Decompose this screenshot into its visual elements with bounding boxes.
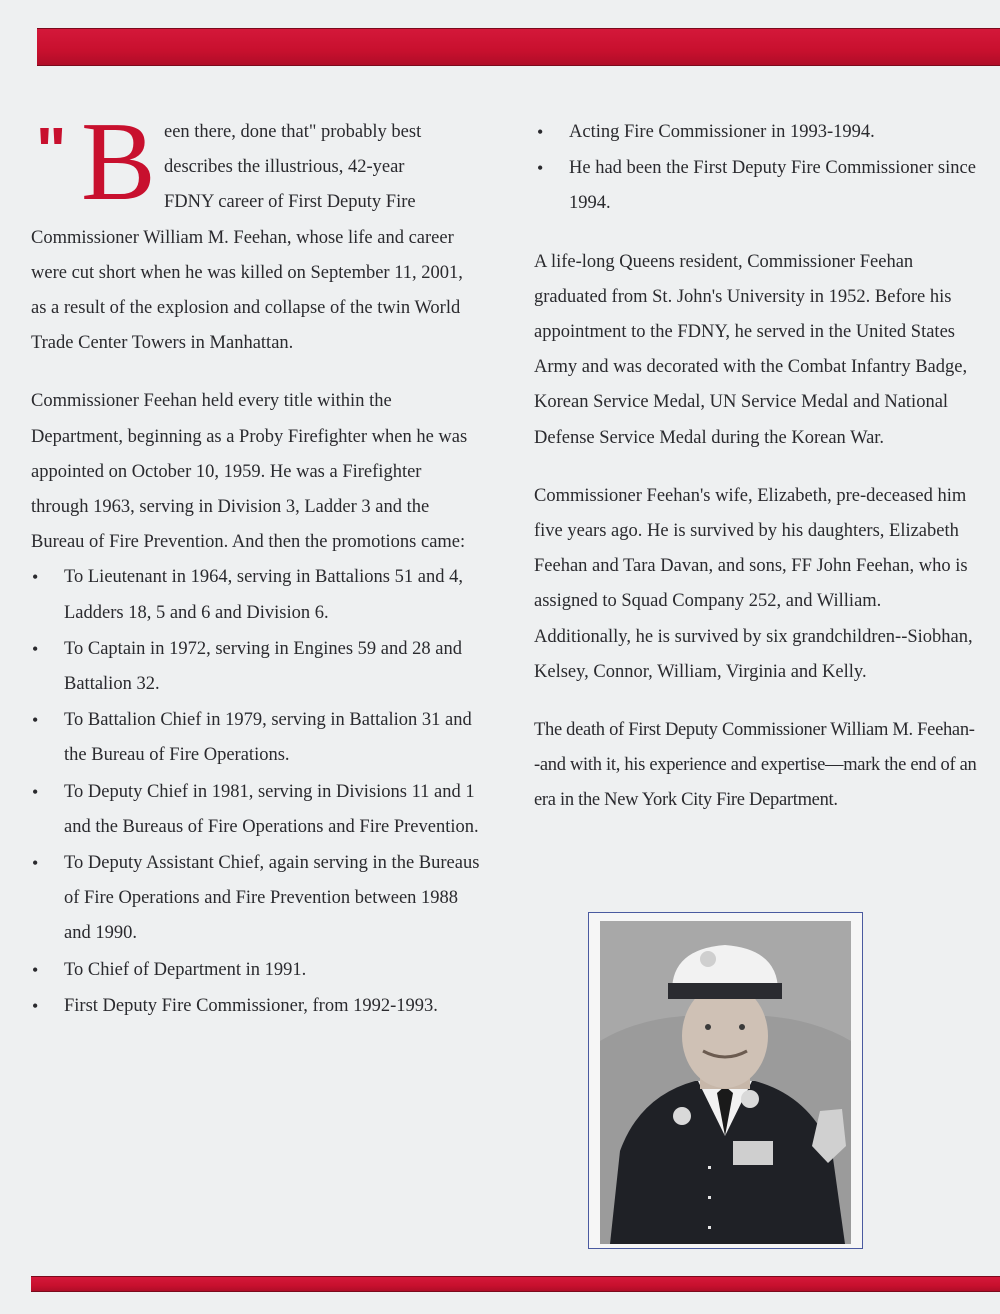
career-paragraph: Commissioner Feehan held every title within the Department, beginning as a Proby Firefighter when he was appointed on October 10, 1959. He was a Firefighter through 1963, serving in Division 3, Ladder 3 and the Bureau of Fire Prevention. And then the promotions came:: [31, 391, 468, 553]
portrait-frame: [588, 912, 863, 1249]
list-item: • First Deputy Fire Commissioner, from 1992-1993.: [31, 989, 481, 1024]
intro-line: een there, done that" probably best: [164, 122, 422, 142]
promotions-list: [31, 560, 481, 1024]
intro-rest: Commissioner William M. Feehan, whose life and career were cut short when he was killed on September 11, 2001, as a result of the explosion and collapse of the twin World Trade Center Towers in Manhattan.: [31, 227, 463, 354]
family-paragraph: Commissioner Feehan's wife, Elizabeth, pre-deceased him five years ago. He is survived by his daughters, Elizabeth Feehan and Tara Davan, and sons, FF John Feehan, who is assigned to Squad Company 252, and William. Additionally, he is survived by six grandchildren--Siobhan, Kelsey, Connor, William, Virginia and Kelly.: [534, 485, 973, 682]
commissioner-list: [534, 115, 979, 222]
list-item: • To Battalion Chief in 1979, serving in Battalion 31 and the Bureau of Fire Operations.: [31, 703, 481, 773]
list-item: • To Captain in 1972, serving in Engines 59 and 28 and Battalion 32.: [31, 632, 481, 702]
closing-paragraph: The death of First Deputy Commissioner William M. Feehan--and with it, his experience and expertise—mark the end of an era in the New York City Fire Department.: [534, 720, 977, 811]
list-item: • To Chief of Department in 1991.: [31, 953, 481, 988]
intro-line: describes the illustrious, 42-year: [164, 157, 405, 178]
portrait-illustration: [600, 921, 851, 1244]
right-column: [534, 115, 979, 842]
list-item: • To Deputy Assistant Chief, again serving in the Bureaus of Fire Operations and Fire Prevention between 1988 and 1990.: [31, 846, 481, 952]
left-column: [31, 100, 481, 1025]
bottom-red-band: [31, 1276, 1000, 1292]
list-item: • To Deputy Chief in 1981, serving in Divisions 11 and 1 and the Bureaus of Fire Operations and Fire Prevention.: [31, 775, 481, 845]
biography-paragraph: A life-long Queens resident, Commissioner Feehan graduated from St. John's University in 1952. Before his appointment to the FDNY, he served in the United States Army and was decorated with the Combat Infantry Badge, Korean Service Medal, UN Service Medal and National Defense Service Medal during the Korean War.: [534, 251, 968, 448]
top-red-band: [37, 28, 1000, 66]
list-item: • He had been the First Deputy Fire Commissioner since 1994.: [536, 151, 979, 221]
list-item: • To Lieutenant in 1964, serving in Battalions 51 and 4, Ladders 18, 5 and 6 and Division 6.: [31, 560, 481, 630]
portrait-photo: [600, 921, 851, 1244]
list-item: • Acting Fire Commissioner in 1993-1994.: [536, 115, 979, 150]
intro-paragraph: [31, 100, 481, 361]
intro-line: FDNY career of First Deputy Fire: [164, 192, 416, 213]
opening-quote-mark: ": [36, 114, 67, 186]
drop-cap-letter: B: [81, 100, 156, 224]
